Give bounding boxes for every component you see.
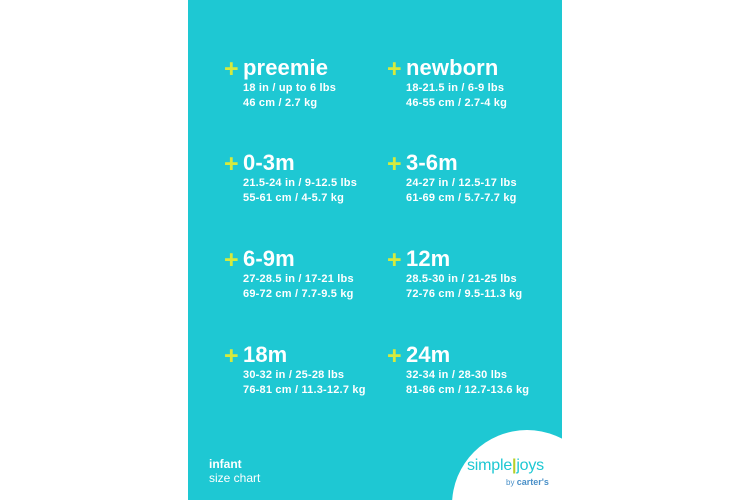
size-label: 24m	[406, 342, 451, 367]
size-header	[224, 246, 399, 272]
size-block-newborn	[387, 55, 562, 111]
logo-word-simple: simple	[467, 457, 513, 474]
size-metric: 55-61 cm / 4-5.7 kg	[243, 192, 345, 204]
size-label: preemie	[243, 55, 329, 80]
size-label: 12m	[406, 246, 451, 271]
brand-logo	[467, 457, 544, 475]
size-label: 0-3m	[243, 150, 295, 175]
size-metric: 69-72 cm / 7.7-9.5 kg	[243, 288, 354, 300]
size-header	[224, 55, 399, 81]
logo-byline	[506, 477, 549, 487]
size-imperial: 28.5-30 in / 21-25 lbs	[406, 273, 517, 285]
size-metric: 81-86 cm / 12.7-13.6 kg	[406, 384, 530, 396]
size-chart-panel	[188, 0, 562, 500]
size-header	[224, 342, 399, 368]
size-label: 18m	[243, 342, 288, 367]
size-imperial: 30-32 in / 25-28 lbs	[243, 369, 345, 381]
plus-icon: +	[387, 150, 402, 178]
size-block-12m	[387, 246, 562, 302]
size-header	[387, 246, 562, 272]
size-label: newborn	[406, 55, 499, 80]
plus-icon: +	[387, 55, 402, 83]
size-imperial: 21.5-24 in / 9-12.5 lbs	[243, 177, 358, 189]
size-block-24m	[387, 342, 562, 398]
size-label: 6-9m	[243, 246, 295, 271]
plus-icon: +	[224, 55, 239, 83]
plus-icon: +	[387, 342, 402, 370]
size-header	[387, 55, 562, 81]
size-imperial: 18-21.5 in / 6-9 lbs	[406, 82, 505, 94]
size-header	[387, 342, 562, 368]
size-imperial: 27-28.5 in / 17-21 lbs	[243, 273, 354, 285]
size-metric: 61-69 cm / 5.7-7.7 kg	[406, 192, 517, 204]
size-block-preemie	[224, 55, 399, 111]
logo-word-joys: joys	[516, 457, 544, 474]
logo-by: by	[506, 478, 515, 487]
size-label: 3-6m	[406, 150, 458, 175]
size-metric: 76-81 cm / 11.3-12.7 kg	[243, 384, 366, 396]
size-imperial: 24-27 in / 12.5-17 lbs	[406, 177, 517, 189]
size-header	[224, 150, 399, 176]
size-metric: 46-55 cm / 2.7-4 kg	[406, 97, 508, 109]
size-imperial: 18 in / up to 6 lbs	[243, 82, 337, 94]
plus-icon: +	[224, 150, 239, 178]
size-block-0-3m	[224, 150, 399, 206]
footer-title: infant	[209, 457, 242, 471]
size-block-3-6m	[387, 150, 562, 206]
plus-icon: +	[387, 246, 402, 274]
size-header	[387, 150, 562, 176]
size-metric: 72-76 cm / 9.5-11.3 kg	[406, 288, 523, 300]
size-block-18m	[224, 342, 399, 398]
size-imperial: 32-34 in / 28-30 lbs	[406, 369, 508, 381]
logo-separator: |	[512, 457, 517, 474]
logo-brand: carter's	[516, 477, 549, 487]
plus-icon: +	[224, 246, 239, 274]
size-metric: 46 cm / 2.7 kg	[243, 97, 318, 109]
size-block-6-9m	[224, 246, 399, 302]
footer-subtitle: size chart	[209, 471, 261, 485]
plus-icon: +	[224, 342, 239, 370]
